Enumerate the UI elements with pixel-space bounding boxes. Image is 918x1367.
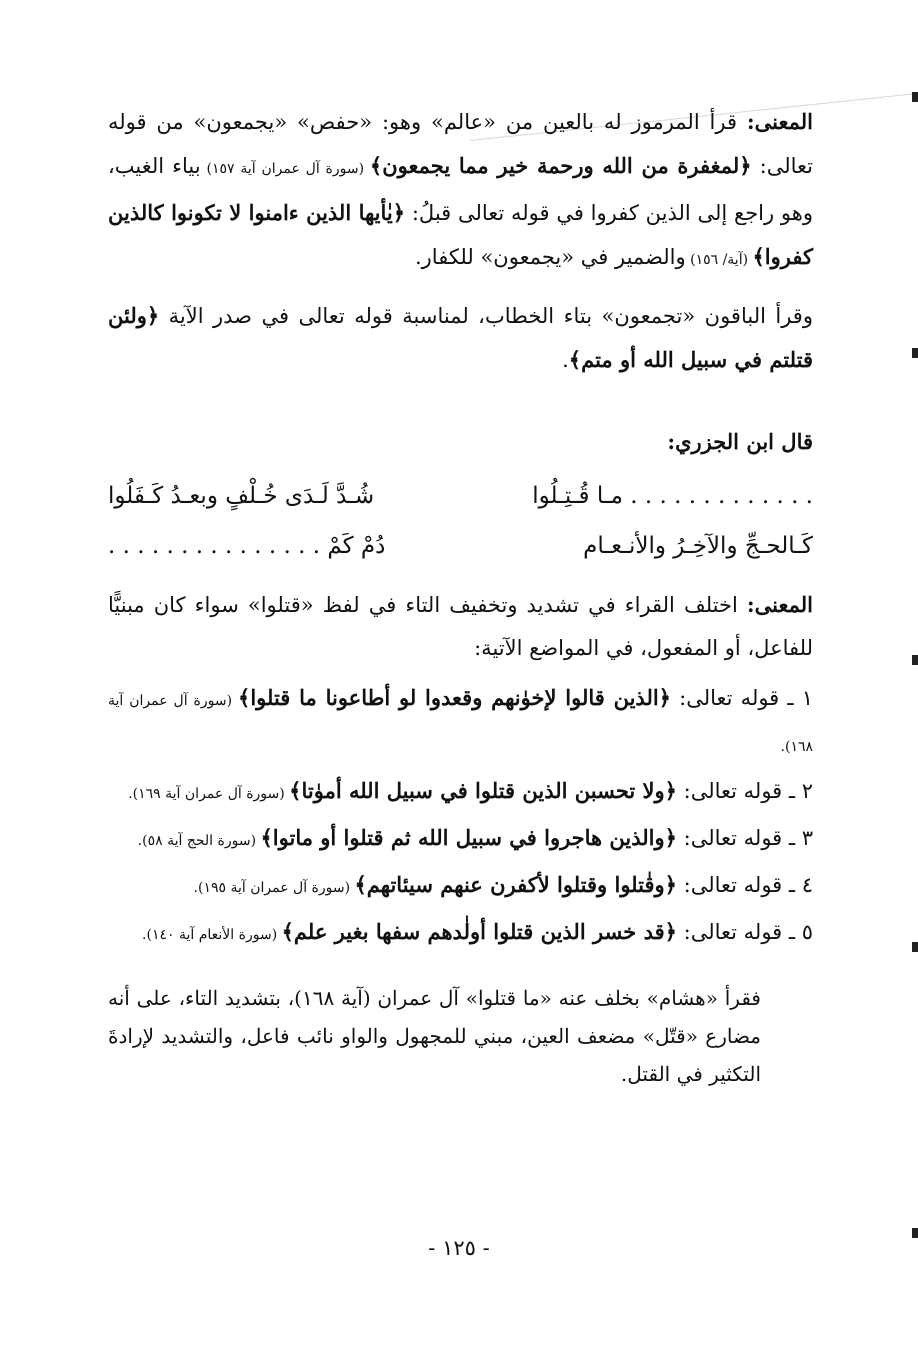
list-item	[108, 863, 813, 910]
poem-hemistich: دُمْ كَمْ . . . . . . . . . . . . . . .	[108, 533, 386, 559]
paragraph-text: قرأ المرموز له بالعين من «عالم» وهو: «حفص» «يجمعون» من قوله تعالى:	[108, 110, 814, 178]
item-number: ٤ ـ	[788, 873, 813, 897]
surah-reference: (سورة الأنعام آية ١٤٠).	[142, 927, 282, 943]
surah-reference: (سورة آل عمران آية ١٥٧)	[200, 161, 370, 177]
list-item	[108, 910, 813, 957]
quran-quote: ﴿يٰأيها الذين ءامنوا لا تكونوا كالذين كفروا﴾	[108, 200, 813, 269]
page-body	[108, 100, 813, 1093]
verse-reference: (آية/ ١٥٦)	[685, 252, 753, 268]
quran-quote: ﴿الذين قالوا لإخوٰنهم وقعدوا لو أطاعونا ما قتلوا﴾	[238, 685, 671, 710]
item-intro: قوله تعالى:	[676, 779, 789, 803]
paragraph-text: وقرأ الباقون «تجمعون» بتاء الخطاب، لمناسبة قوله تعالى في صدر الآية	[159, 304, 813, 328]
quran-quote: ﴿لمغفرة من الله ورحمة خير مما يجمعون﴾	[369, 153, 752, 178]
paragraph-text: اختلف القراء في تشديد وتخفيف التاء في لفظ «قتلوا» سواء كان مبنيًّا للفاعل، أو المفعول، في المواضع الآتية:	[108, 593, 813, 660]
paragraph-2	[108, 294, 813, 382]
quran-quote: ﴿وقٰتلوا وقتلوا لأكفرن عنهم سيئاتهم﴾	[354, 872, 677, 897]
item-number: ٣ ـ	[788, 826, 813, 850]
meaning-label: المعنى:	[746, 592, 813, 617]
page-number: - ١٢٥ -	[428, 1236, 490, 1260]
quran-quote: ﴿ولئن قتلتم في سبيل الله أو متم﴾	[108, 303, 813, 372]
surah-reference: (سورة آل عمران آية ١٦٩).	[128, 786, 290, 802]
poem-hemistich: . . . . . . . . . . . . . مـا قُـتِـلُوا	[532, 483, 813, 509]
quran-quote: ﴿ولا تحسبن الذين قتلوا في سبيل الله أموٰتا﴾	[289, 778, 677, 803]
surah-reference: (سورة آل عمران آية ١٦٨).	[108, 693, 813, 755]
item-number: ١ ـ	[787, 686, 814, 710]
quran-quote: ﴿قد خسر الذين قتلوا أولٰدهم سفها بغير علم﴾	[281, 919, 677, 944]
item-number: ٥ ـ	[788, 920, 813, 944]
meaning-paragraph-2	[108, 583, 813, 670]
poem-hemistich: شُـدَّ لَـدَى خُـلْفٍ وبعـدُ كَـفَلُوا	[108, 483, 375, 509]
section-heading: قال ابن الجزري:	[667, 429, 813, 454]
list-item	[108, 769, 813, 816]
item-intro: قوله تعالى:	[676, 920, 789, 944]
poem-hemistich: كَـالحـجِّ والآخِـرُ والأنـعـام	[583, 533, 813, 559]
poem-line-2	[108, 521, 813, 571]
item-intro: قوله تعالى:	[676, 826, 789, 850]
meaning-label: المعنى:	[746, 109, 813, 134]
list-item	[108, 676, 813, 769]
quran-quote: ﴿والذين هاجروا في سبيل الله ثم قتلوا أو ماتوا﴾	[260, 825, 677, 850]
margin-mark	[912, 655, 918, 665]
period: .	[562, 348, 569, 372]
item-intro: قوله تعالى:	[670, 686, 788, 710]
meaning-paragraph-1	[108, 100, 813, 282]
item-number: ٢ ـ	[788, 779, 813, 803]
margin-mark	[912, 92, 918, 102]
surah-reference: (سورة آل عمران آية ١٩٥).	[193, 880, 355, 896]
margin-mark	[912, 348, 918, 358]
surah-reference: (سورة الحج آية ٥٨).	[137, 833, 261, 849]
closing-paragraph: فقرأ «هشام» بخلف عنه «ما قتلوا» آل عمران (آية ١٦٨)، بتشديد التاء، على أنه مضارع «قتّل» مضعف العين، مبني للمجهول والواو نائب فاعل، والتشديد لإرادةَ التكثير في القتل.	[108, 986, 761, 1086]
paragraph-text: بياء الغيب، وهو راجع إلى الذين كفروا في قوله تعالى قبلُ:	[108, 154, 813, 225]
poem-line-1	[108, 471, 813, 521]
paragraph-text: والضمير في «يجمعون» للكفار.	[414, 245, 686, 269]
margin-mark	[912, 942, 918, 952]
item-intro: قوله تعالى:	[676, 873, 789, 897]
list-item	[108, 816, 813, 863]
